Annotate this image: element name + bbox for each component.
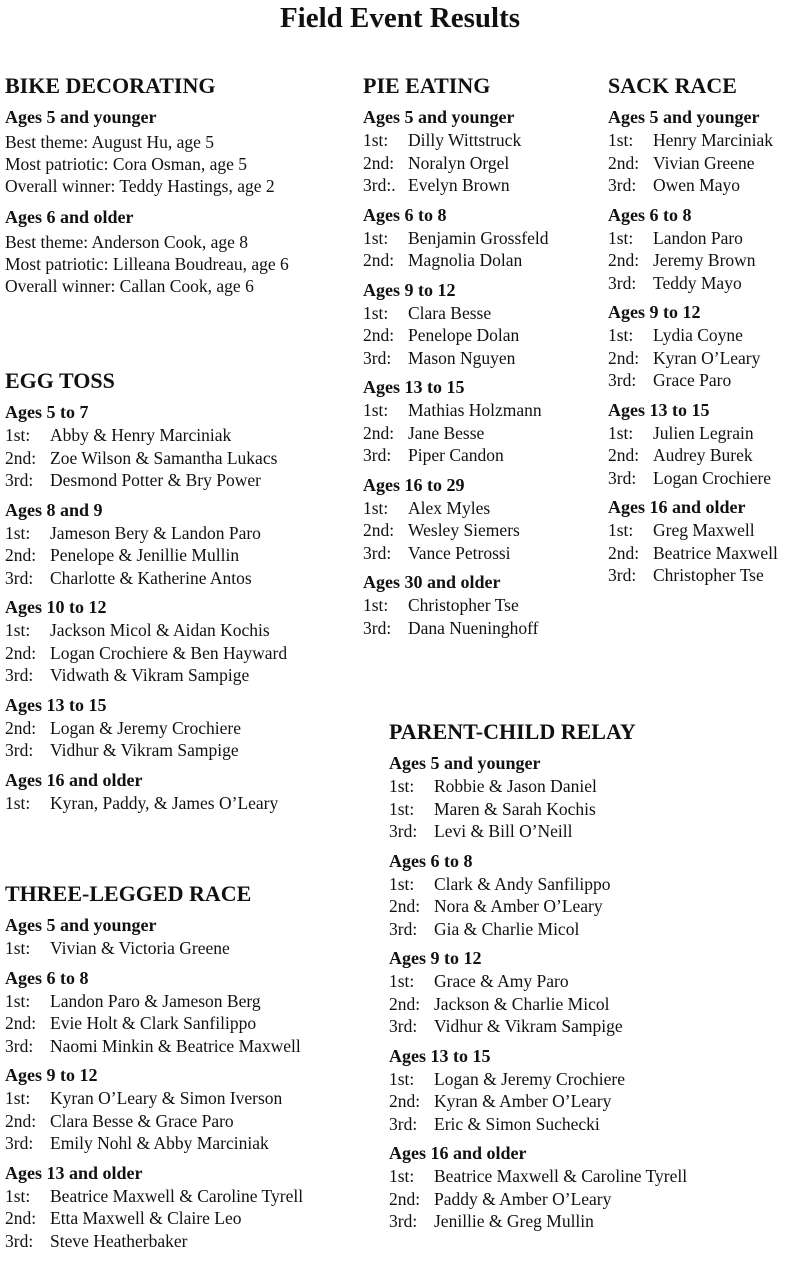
place-label: 1st: [5, 522, 31, 543]
result-line [363, 542, 598, 565]
place-label: 2nd: [608, 445, 640, 465]
result-line [363, 399, 598, 422]
place-label: 2nd: [363, 325, 395, 345]
age-group-title: Ages 9 to 12 [389, 948, 482, 968]
place-label: 1st: [363, 227, 389, 248]
place-label: 3rd: [608, 370, 637, 390]
winner-name: Dana Nueninghoff [408, 617, 539, 638]
winner-name: Etta Maxwell & Claire Leo [50, 1208, 242, 1228]
winner-name: Vivian Greene [653, 152, 755, 173]
age-group-title: Ages 8 and 9 [5, 499, 103, 520]
section-title: THREE-LEGGED RACE [5, 881, 252, 906]
result-line [608, 467, 800, 490]
winner-name: Lydia Coyne [653, 325, 743, 345]
winner-name: Eric & Simon Suchecki [434, 1113, 600, 1134]
place-label: 3rd: [363, 617, 392, 638]
age-group-title: Ages 16 and older [5, 769, 143, 790]
winner-name: Logan & Jeremy Crochiere [50, 717, 241, 738]
result-line [5, 619, 350, 642]
result-line [608, 249, 800, 272]
result-line [363, 594, 598, 617]
result-line [363, 324, 598, 347]
section-sack-race [608, 72, 800, 594]
age-group [5, 106, 350, 197]
result-line [608, 369, 800, 392]
winner-name: Audrey Burek [653, 445, 753, 465]
winner-name: Christopher Tse [408, 595, 519, 615]
result-line [389, 775, 789, 798]
winner-name: Dilly Wittstruck [408, 130, 522, 150]
winner-name: Levi & Bill O’Neill [434, 821, 573, 841]
winner-name: Magnolia Dolan [408, 250, 523, 270]
place-label: 3rd: [608, 175, 637, 195]
section-title: BIKE DECORATING [5, 73, 216, 98]
result-line [389, 970, 789, 993]
place-label: 3rd: [389, 1016, 418, 1036]
age-group [608, 496, 800, 587]
winner-name: Owen Mayo [653, 175, 740, 195]
result-line [5, 739, 350, 762]
result-line [5, 522, 350, 545]
result-line [608, 542, 800, 565]
age-group-title: Ages 5 and younger [389, 753, 541, 773]
place-label: 1st: [389, 776, 415, 796]
age-group-title: Ages 10 to 12 [5, 597, 107, 617]
award-line: Most patriotic: Cora Osman, age 5 [5, 154, 248, 174]
winner-name: Logan & Jeremy Crochiere [434, 1068, 625, 1089]
winner-name: Noralyn Orgel [408, 152, 510, 173]
result-line [5, 469, 350, 492]
age-group-title: Ages 9 to 12 [5, 1065, 98, 1085]
place-label: 1st: [608, 422, 634, 443]
place-label: 2nd: [363, 422, 395, 443]
result-line [363, 249, 598, 272]
age-group-title: Ages 9 to 12 [363, 279, 456, 300]
winner-name: Kyran & Amber O’Leary [434, 1091, 612, 1111]
age-group [608, 204, 800, 295]
result-line [5, 1110, 350, 1133]
section-egg-toss [5, 367, 350, 821]
result-line [608, 227, 800, 250]
winner-name: Vance Petrossi [408, 542, 511, 563]
place-label: 2nd: [608, 250, 640, 270]
age-group-title: Ages 6 to 8 [389, 850, 473, 871]
result-line [363, 519, 598, 542]
age-group [363, 571, 598, 639]
winner-name: Mason Nguyen [408, 347, 516, 368]
section-bike-decorating [5, 72, 350, 306]
award-line: Best theme: August Hu, age 5 [5, 132, 215, 152]
place-label: 2nd: [389, 896, 421, 916]
place-label: 1st: [608, 130, 634, 150]
winner-name: Logan Crochiere & Ben Hayward [50, 642, 288, 663]
age-group-title: Ages 16 and older [608, 497, 746, 517]
place-label: 2nd: [5, 545, 37, 565]
place-label: 1st: [363, 595, 389, 615]
winner-name: Penelope & Jenillie Mullin [50, 545, 240, 565]
place-label: 3rd: [5, 1230, 34, 1251]
result-line [363, 347, 598, 370]
age-group-title: Ages 6 to 8 [608, 204, 692, 225]
winner-name: Jane Besse [408, 422, 485, 443]
age-group-title: Ages 13 to 15 [363, 377, 465, 397]
result-line [363, 444, 598, 467]
winner-name: Grace & Amy Paro [434, 971, 569, 991]
winner-name: Jeremy Brown [653, 250, 756, 270]
place-label: 1st: [5, 792, 31, 813]
winner-name: Landon Paro [653, 227, 743, 248]
section-three-legged-race [5, 880, 350, 1259]
place-label: 2nd: [608, 542, 640, 563]
place-label: 1st: [389, 1166, 415, 1186]
result-line [389, 993, 789, 1016]
age-group-title: Ages 16 to 29 [363, 474, 465, 495]
place-label: 1st: [5, 425, 31, 445]
result-line [363, 302, 598, 325]
place-label: 1st: [608, 227, 634, 248]
age-group [5, 967, 350, 1058]
winner-name: Julien Legrain [653, 422, 754, 443]
age-group-title: Ages 13 to 15 [608, 399, 710, 420]
result-line [363, 422, 598, 445]
place-label: 2nd: [608, 152, 640, 173]
place-label: 1st: [5, 1185, 31, 1206]
winner-name: Alex Myles [408, 497, 491, 518]
winner-name: Nora & Amber O’Leary [434, 896, 603, 916]
place-label: 3rd: [5, 1035, 34, 1056]
winner-name: Beatrice Maxwell & Caroline Tyrell [434, 1166, 688, 1186]
result-line [389, 1210, 789, 1233]
age-group [389, 850, 789, 941]
result-line [5, 990, 350, 1013]
place-label: 3rd: [363, 445, 392, 465]
winner-name: Jackson Micol & Aidan Kochis [50, 620, 270, 640]
result-line [5, 664, 350, 687]
place-label: 3rd: [363, 542, 392, 563]
winner-name: Evelyn Brown [408, 175, 510, 195]
winner-name: Charlotte & Katherine Antos [50, 567, 252, 588]
winner-name: Naomi Minkin & Beatrice Maxwell [50, 1035, 301, 1056]
winner-name: Wesley Siemers [408, 520, 520, 540]
section-title: SACK RACE [608, 73, 737, 98]
award-line: Best theme: Anderson Cook, age 8 [5, 232, 249, 252]
age-group-title: Ages 5 and younger [608, 107, 760, 127]
result-line [5, 642, 350, 665]
winner-name: Beatrice Maxwell & Caroline Tyrell [50, 1185, 304, 1206]
winner-name: Teddy Mayo [653, 272, 742, 293]
winner-name: Robbie & Jason Daniel [434, 776, 597, 796]
place-label: 1st: [363, 302, 389, 323]
result-line [5, 1087, 350, 1110]
result-line [389, 1188, 789, 1211]
age-group [608, 106, 800, 197]
result-line [389, 820, 789, 843]
result-line [389, 873, 789, 896]
place-label: 1st: [608, 325, 634, 345]
place-label: 1st: [5, 990, 31, 1011]
winner-name: Paddy & Amber O’Leary [434, 1188, 612, 1209]
winner-name: Grace Paro [653, 370, 732, 390]
winner-name: Vivian & Victoria Greene [50, 938, 230, 958]
winner-name: Henry Marciniak [653, 130, 774, 150]
winner-name: Clara Besse & Grace Paro [50, 1110, 234, 1131]
section-title: EGG TOSS [5, 368, 115, 393]
winner-name: Christopher Tse [653, 565, 764, 585]
age-group-title: Ages 16 and older [389, 1143, 527, 1163]
age-group [363, 204, 598, 272]
age-group-title: Ages 5 and younger [5, 107, 157, 127]
place-label: 2nd: [5, 1013, 37, 1033]
place-label: 1st: [608, 520, 634, 540]
place-label: 3rd: [389, 918, 418, 939]
winner-name: Kyran, Paddy, & James O’Leary [50, 792, 279, 813]
age-group [5, 914, 350, 960]
age-group [5, 401, 350, 492]
award-line: Overall winner: Callan Cook, age 6 [5, 276, 254, 296]
winner-name: Abby & Henry Marciniak [50, 425, 232, 445]
winner-name: Penelope Dolan [408, 325, 520, 345]
age-group-title: Ages 5 and younger [363, 107, 515, 127]
winner-name: Steve Heatherbaker [50, 1230, 188, 1251]
age-group [5, 769, 350, 815]
page-title: Field Event Results [279, 2, 521, 34]
winner-name: Gia & Charlie Micol [434, 918, 580, 939]
place-label: 1st: [363, 400, 389, 420]
place-label: 3rd: [5, 567, 34, 588]
age-group [363, 106, 598, 197]
winner-name: Vidwath & Vikram Sampige [50, 665, 250, 685]
winner-name: Jameson Bery & Landon Paro [50, 522, 261, 543]
result-line [389, 1165, 789, 1188]
result-line [5, 544, 350, 567]
result-line [5, 1012, 350, 1035]
result-line [608, 152, 800, 175]
winner-name: Emily Nohl & Abby Marciniak [50, 1133, 269, 1153]
result-line [608, 564, 800, 587]
age-group-title: Ages 6 to 8 [363, 204, 447, 225]
result-line [5, 792, 350, 815]
place-label: 1st: [389, 1068, 415, 1089]
place-label: 3rd: [5, 470, 34, 490]
age-group-title: Ages 30 and older [363, 572, 501, 592]
age-group [389, 947, 789, 1038]
winner-name: Vidhur & Vikram Sampige [50, 740, 239, 760]
winner-name: Maren & Sarah Kochis [434, 798, 596, 819]
place-label: 3rd: [5, 740, 34, 760]
result-line [389, 918, 789, 941]
award-line: Most patriotic: Lilleana Boudreau, age 6 [5, 254, 289, 274]
place-label: 2nd: [389, 1188, 421, 1209]
age-group-title: Ages 5 and younger [5, 915, 157, 935]
place-label: 1st: [363, 497, 389, 518]
result-line [608, 129, 800, 152]
age-group [389, 1142, 789, 1233]
place-label: 2nd: [389, 993, 421, 1014]
age-group-title: Ages 5 to 7 [5, 402, 89, 422]
age-group [5, 596, 350, 687]
result-line [608, 444, 800, 467]
result-line [608, 174, 800, 197]
result-line [608, 347, 800, 370]
age-group [389, 1045, 789, 1136]
age-group-title: Ages 13 to 15 [5, 694, 107, 715]
age-group-title: Ages 13 to 15 [389, 1045, 491, 1066]
age-group [5, 1064, 350, 1155]
place-label: 3rd: [389, 1211, 418, 1231]
place-label: 3rd: [608, 272, 637, 293]
place-label: 1st: [5, 620, 31, 640]
winner-name: Kyran O’Leary [653, 347, 761, 368]
place-label: 2nd: [389, 1091, 421, 1111]
section-pie-eating [363, 72, 598, 646]
place-label: 2nd: [363, 250, 395, 270]
place-label: 3rd: [608, 467, 637, 488]
result-line [5, 1132, 350, 1155]
section-title: PARENT-CHILD RELAY [389, 719, 636, 744]
result-line [5, 717, 350, 740]
place-label: 2nd: [363, 152, 395, 173]
winner-name: Clara Besse [408, 302, 492, 323]
place-label: 2nd: [5, 1208, 37, 1228]
place-label: 1st: [389, 971, 415, 991]
place-label: 3rd: [5, 665, 34, 685]
winner-name: Jackson & Charlie Micol [434, 993, 610, 1014]
result-line [363, 152, 598, 175]
winner-name: Evie Holt & Clark Sanfilippo [50, 1013, 257, 1033]
place-label: 2nd: [5, 717, 37, 738]
result-line [389, 798, 789, 821]
result-line [608, 324, 800, 347]
result-line [5, 567, 350, 590]
place-label: 1st: [5, 1088, 31, 1108]
result-line [608, 519, 800, 542]
result-line [608, 272, 800, 295]
result-line [389, 1113, 789, 1136]
age-group-title: Ages 13 and older [5, 1162, 143, 1183]
result-line [363, 129, 598, 152]
award-line: Overall winner: Teddy Hastings, age 2 [5, 176, 275, 196]
place-label: 1st: [389, 798, 415, 819]
age-group [5, 499, 350, 590]
result-line [5, 1230, 350, 1253]
section-title: PIE EATING [363, 73, 491, 98]
place-label: 3rd: [363, 347, 392, 368]
winner-name: Mathias Holzmann [408, 400, 542, 420]
age-group [5, 206, 350, 297]
result-line [5, 424, 350, 447]
place-label: 3rd:. [363, 175, 396, 195]
result-line [5, 1185, 350, 1208]
winner-name: Benjamin Grossfeld [408, 227, 549, 248]
winner-name: Greg Maxwell [653, 520, 755, 540]
winner-name: Logan Crochiere [653, 467, 772, 488]
age-group-title: Ages 9 to 12 [608, 302, 701, 322]
result-line [363, 174, 598, 197]
place-label: 1st: [5, 938, 31, 958]
winner-name: Vidhur & Vikram Sampige [434, 1016, 623, 1036]
place-label: 1st: [389, 873, 415, 894]
result-line [389, 1068, 789, 1091]
result-line [5, 937, 350, 960]
result-line [363, 227, 598, 250]
result-line [5, 1035, 350, 1058]
age-group [363, 376, 598, 467]
section-parent-child-relay [389, 718, 789, 1240]
place-label: 3rd: [608, 565, 637, 585]
age-group [5, 694, 350, 762]
winner-name: Beatrice Maxwell [653, 542, 778, 563]
result-line [608, 422, 800, 445]
age-group [363, 474, 598, 565]
age-group [389, 752, 789, 843]
place-label: 2nd: [5, 642, 37, 663]
winner-name: Jenillie & Greg Mullin [434, 1211, 594, 1231]
result-line [5, 447, 350, 470]
place-label: 2nd: [608, 347, 640, 368]
winner-name: Clark & Andy Sanfilippo [434, 873, 611, 894]
age-group-title: Ages 6 to 8 [5, 967, 89, 988]
result-line [389, 1015, 789, 1038]
age-group [363, 279, 598, 370]
place-label: 2nd: [5, 1110, 37, 1131]
winner-name: Landon Paro & Jameson Berg [50, 990, 261, 1011]
place-label: 1st: [363, 130, 389, 150]
place-label: 3rd: [389, 1113, 418, 1134]
winner-name: Kyran O’Leary & Simon Iverson [50, 1088, 283, 1108]
age-group [608, 301, 800, 392]
place-label: 3rd: [5, 1133, 34, 1153]
age-group-title: Ages 6 and older [5, 207, 134, 227]
result-line [363, 617, 598, 640]
winner-name: Desmond Potter & Bry Power [50, 470, 261, 490]
place-label: 2nd: [5, 447, 37, 468]
place-label: 3rd: [389, 821, 418, 841]
winner-name: Zoe Wilson & Samantha Lukacs [50, 447, 278, 468]
result-line [389, 895, 789, 918]
result-line [389, 1090, 789, 1113]
age-group [608, 399, 800, 490]
place-label: 2nd: [363, 520, 395, 540]
result-line [363, 497, 598, 520]
result-line [5, 1207, 350, 1230]
age-group [5, 1162, 350, 1253]
winner-name: Piper Candon [408, 445, 504, 465]
